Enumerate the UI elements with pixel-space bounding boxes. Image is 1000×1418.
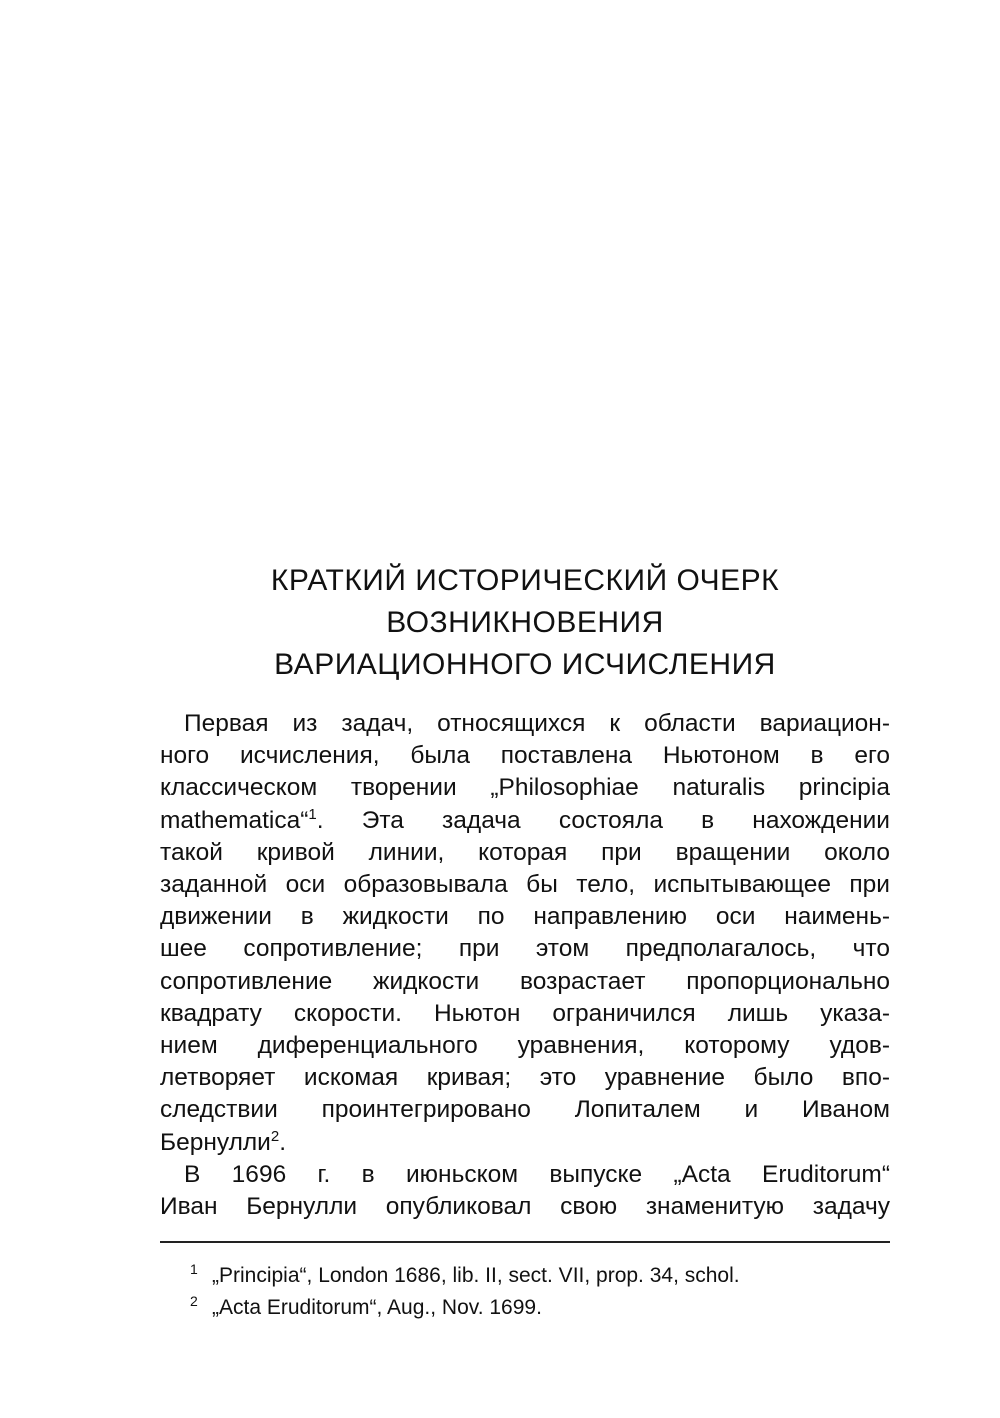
text-line: классическом творении „Philosophiae naturalis principia [160,774,890,802]
text-line: Иван Бернулли опубликовал свою знаменитую задачу [160,1193,890,1221]
text-line: ного исчисления, была поставлена Ньютоном в его [160,742,890,770]
text-line: Бернулли$^2$. [160,1127,287,1156]
text-line: В 1696 г. в июньском выпуске „Acta Eruditorum“ [184,1160,890,1188]
chapter-title-line-3: ВАРИАЦИОННОГО ИСЧИСЛЕНИЯ [274,648,776,681]
text-line: заданной оси образовывала бы тело, испытывающее при [160,871,890,899]
text-line: шее сопротивление; при этом предполагалось, что [160,935,890,963]
footnote-ref-2: 2 [270,1127,280,1145]
text-line: такой кривой линии, которая при вращении около [160,838,890,866]
chapter-title-line-1: КРАТКИЙ ИСТОРИЧЕСКИЙ ОЧЕРК [270,564,780,597]
footnote-1: 1 „Principia“, London 1686, lib. II, sect. VII, prop. 34, schol. [190,1261,740,1287]
text-line: сопротивление жидкости возрастает пропорционально [160,967,890,995]
footnote-text: „Principia“, London 1686, lib. II, sect. VII, prop. 34, schol. [212,1264,740,1287]
text-line: Первая из задач, относящихся к области вариацион- [184,710,890,737]
body-paragraphs [160,708,890,1223]
footnote-2: 2 „Acta Eruditorum“, Aug., Nov. 1699. [190,1293,542,1319]
page-content [160,560,890,1223]
footnotes [190,1260,890,1324]
text-line: нием диференциального уравнения, которому удов- [160,1032,890,1060]
text-line: движении в жидкости по направлению оси наимень- [160,903,890,931]
chapter-title-line-2: ВОЗНИКНОВЕНИЯ [386,606,664,639]
text-line: квадрату скорости. Ньютон ограничился лишь указа- [160,999,890,1027]
footnote-divider [160,1241,890,1243]
chapter-title [160,560,890,686]
text-line: mathematica“$^1$. Эта задача состояла в нахождении [160,805,890,834]
footnote-ref-1: 1 [308,805,317,823]
footnote-text: „Acta Eruditorum“, Aug., Nov. 1699. [212,1296,542,1319]
text-line: следствии проинтегрировано Лопиталем и Иваном [160,1096,890,1124]
text-line: летворяет искомая кривая; это уравнение было впо- [160,1064,890,1092]
